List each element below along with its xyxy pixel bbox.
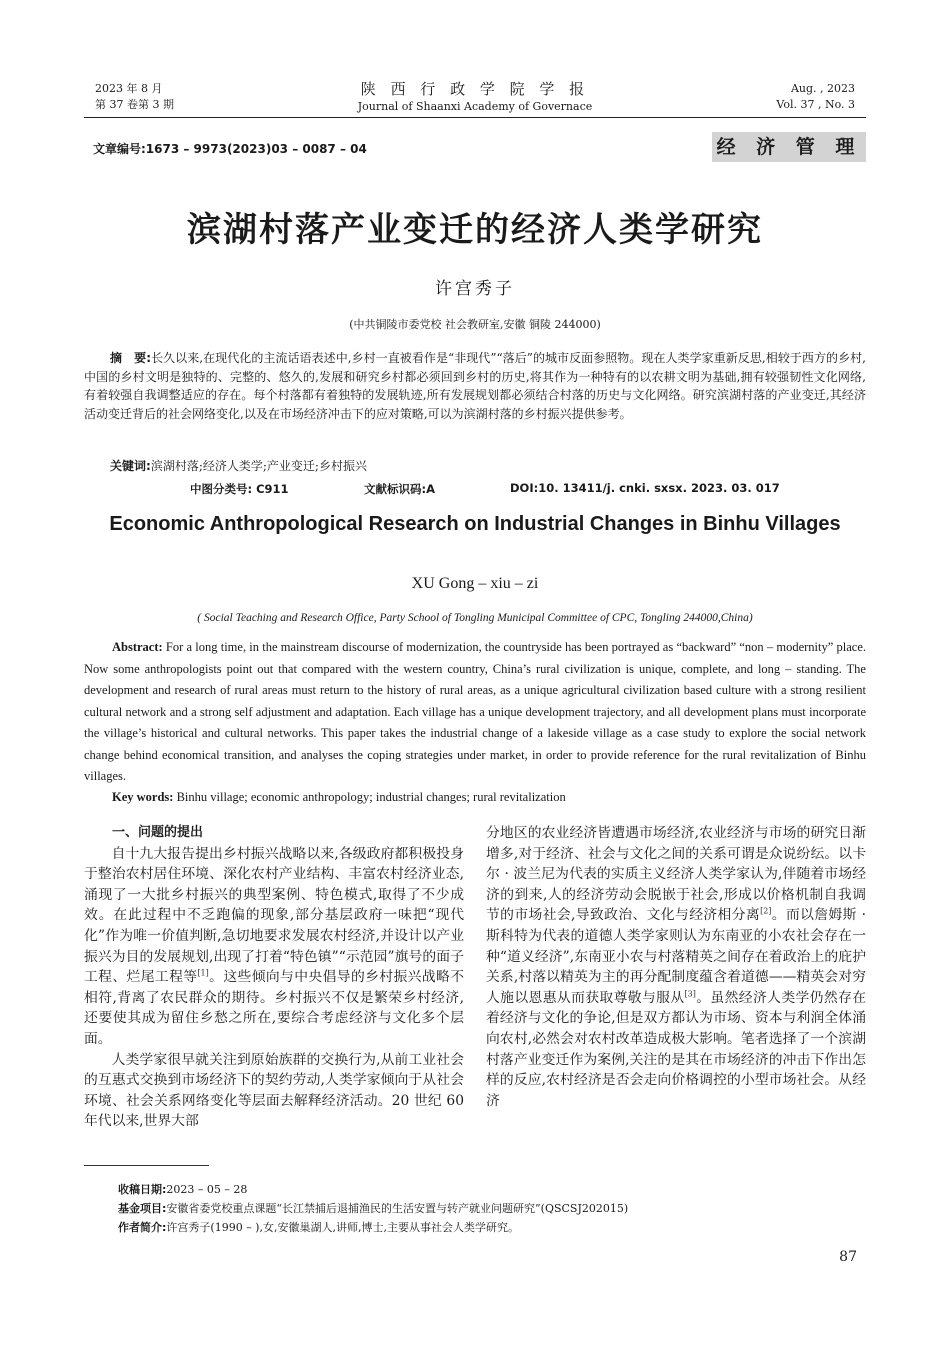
keywords-en-text: Binhu village; economic anthropology; industrial changes; rural revitalization [176,790,566,804]
paragraph [486,823,866,1111]
fund-label: 基金项目: [118,1202,167,1215]
header-date-en: Aug. , 2023 [790,82,855,95]
body-column-left [84,823,464,1132]
paragraph-text: 。而以詹姆斯 · 斯科特为代表的道德人类学家则认为东南亚的小农社会存在一种“道义经济”,东南亚小农与村落精英之间存在着政治上的庇护关系,村落以精英为主的再分配制度蕴含着道德——精英会对穷人施以恩惠从而获取尊敬与服从 [486,907,866,1006]
abstract-cn-label: 摘 要: [110,351,152,365]
citation-ref[interactable]: [1] [197,968,209,978]
abstract-cn-text: 长久以来,在现代化的主流话语表述中,乡村一直被看作是“非现代”“落后”的城市反面参照物。现在人类学家重新反思,相较于西方的乡村,中国的乡村文明是独特的、完整的、悠久的,发展和研究乡村都必须回到乡村的历史,将其作为一种特有的以农耕文明为基础,拥有较强韧性文化网络,有着较强自我调整适应的存在。每个村落都有着独特的发展轨迹,所有发展规划都必须结合村落的历史与文化网络。研究滨湖村落的产业变迁,其经济活动变迁背后的社会网络变化,以及在市场经济冲击下的应对策略,可以为滨湖村落的乡村振兴提供参考。 [84,351,866,421]
author-bio [118,1218,866,1237]
paragraph-text: 分地区的农业经济皆遭遇市场经济,农业经济与市场的研究日渐增多,对于经济、社会与文化之间的关系可谓是众说纷纭。以卡尔 · 波兰尼为代表的实质主义经济人类学家认为,伴随着市场经济的到来,人的经济劳动会脱嵌于社会,形成以价格机制自我调节的市场社会,导致政治、文化与经济相分离 [486,825,866,924]
journal-name-en: Journal of Shaanxi Academy of Governace [357,100,593,113]
abstract-en [84,637,866,788]
citation-ref[interactable]: [2] [760,906,772,916]
affiliation-cn: (中共铜陵市委党校 社会教研室,安徽 铜陵 244000) [349,318,601,331]
affiliation-en: ( Social Teaching and Research Office, Party School of Tongling Municipal Committee of CPC, Tongling 244000,China) [197,612,753,624]
journal-name [300,79,650,114]
document-code: 文献标识码:A [364,482,435,496]
citation-ref[interactable]: [3] [684,989,696,999]
section-heading: 一、问题的提出 [112,825,204,840]
received-label: 收稿日期: [118,1183,167,1196]
clc-number: 中图分类号: C911 [190,482,289,496]
received-date [118,1180,866,1199]
fund-project [118,1199,866,1218]
abstract-en-label: Abstract: [112,640,163,654]
section-tag: 经 济 管 理 [712,132,866,162]
body-column-right [486,823,866,1111]
footnotes [118,1180,866,1237]
header-issue-right [776,81,855,113]
header-issue-left [95,81,174,113]
keywords-cn [110,457,866,476]
abstract-en-text: For a long time, in the mainstream discourse of modernization, the countryside has been portrayed as “backward” “non – modernity” place. Now some anthropologists point out that compared with the western country, China’s rural civilization is unique, complete, and long – standing. The development and research of rural areas must return to the history of rural areas, as a unique agricultural civilization based culture with a strong resilient cultural network and a strong self adjustment and adaptation. Each village has a unique development trajectory, and all development plans must incorporate the village’s historical and cultural networks. This paper takes the industrial change of a lakeside village as a case study to explore the social network change behind economical transition, and analyses the coping strategies under market, in order to provide reference for the rural revitalization of Binhu villages. [84,640,866,783]
keywords-en [112,787,866,809]
received-value: 2023 – 05 – 28 [166,1183,248,1196]
header-date-cn: 2023 年 8 月 [95,82,163,95]
keywords-cn-text: 滨湖村落;经济人类学;产业变迁;乡村振兴 [150,459,367,473]
page-title-cn: 滨湖村落产业变迁的经济人类学研究 [187,210,763,250]
keywords-cn-label: 关键词: [110,459,151,473]
keywords-en-label: Key words: [112,790,174,804]
fund-value: 安徽省委党校重点课题“长江禁捕后退捕渔民的生活安置与转产就业问题研究”(QSCSJ202015) [166,1202,629,1215]
author-en: XU Gong – xiu – zi [411,575,539,592]
paragraph-text: 自十九大报告提出乡村振兴战略以来,各级政府都积极投身于整治农村居住环境、深化农村产业结构、丰富农村经济业态,涌现了一大批乡村振兴的典型案例、特色模式,取得了不少成效。在此过程中不乏跑偏的现象,部分基层政府一味把“现代化”作为唯一价值判断,急切地要求发展农村经济,并设计以产业振兴为目的发展规划,出现了打着“特色镇”“示范园”旗号的面子工程、烂尾工程等 [84,845,464,986]
author-bio-value: 许宫秀子(1990 – ),女,安徽巢湖人,讲师,博士,主要从事社会人类学研究。 [166,1221,519,1234]
page-number: 87 [839,1249,857,1265]
header-rule [84,117,866,118]
paragraph-text: 。虽然经济人类学仍然存在着经济与文化的争论,但是双方都认为市场、资本与利润全体涌向农村,必然会对农村改革造成极大影响。笔者选择了一个滨湖村落产业变迁作为案例,关注的是其在市场经济的冲击下作出怎样的反应,农村经济是否会走向价格调控的小型市场社会。从经济 [486,989,867,1109]
paragraph-text: 。这些倾向与中央倡导的乡村振兴战略不相符,背离了农民群众的期待。乡村振兴不仅是繁荣乡村经济,还要使其成为留住乡愁之所在,要综合考虑经济与文化多个层面。 [84,969,465,1047]
footnote-rule [84,1165,209,1166]
author-bio-label: 作者简介: [118,1221,167,1234]
article-number: 文章编号:1673 – 9973(2023)03 – 0087 – 04 [93,142,367,156]
abstract-cn [84,349,866,423]
header-volume-cn: 第 37 卷第 3 期 [95,98,174,111]
header-volume-en: Vol. 37 , No. 3 [776,98,855,111]
page-title-en: Economic Anthropological Research on Industrial Changes in Binhu Villages [109,513,841,535]
paragraph: 人类学家很早就关注到原始族群的交换行为,从前工业社会的互惠式交换到市场经济下的契约劳动,人类学家倾向于从社会环境、社会关系网络变化等层面去解释经济活动。20 世纪 60 年代以来,世界大部 [84,1051,464,1130]
author-cn: 许宫秀子 [435,279,515,299]
journal-name-cn: 陕 西 行 政 学 院 学 报 [360,80,590,98]
paragraph [84,844,464,1050]
doi: DOI:10. 13411/j. cnki. sxsx. 2023. 03. 017 [510,481,780,495]
